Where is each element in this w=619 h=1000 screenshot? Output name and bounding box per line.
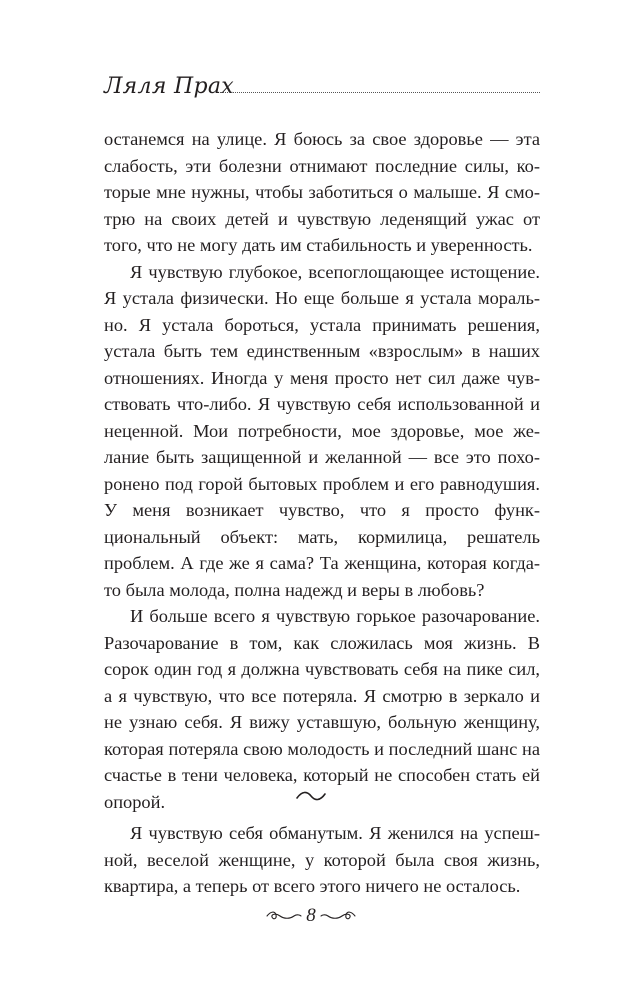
- paragraph: останемся на улице. Я боюсь за свое здоровье — эта слабость, эти болезни отнимают последние силы, которые мне нужны, чтобы заботиться о малыше. Я смотрю на своих детей и чувствую леденящий ужас от того, что не могу дать им стабильность и уверенность.: [104, 129, 540, 255]
- paragraph: И больше всего я чувствую горькое разочарование. Разочарование в том, как сложилась моя жизнь. В сорок один год я должна чувствовать себя на пике сил, а я чувствую, что все потеряла. Я смотрю в зеркало и не узнаю себя. Я вижу уставшую, больную женщину, которая потеряла свою молодость и последний шанс на счастье в тени человека, который не способен стать ей опорой.: [104, 606, 540, 812]
- folio-flourish-right-icon: [320, 910, 356, 922]
- paragraph: Я чувствую себя обманутым. Я женился на успешной, веселой женщине, у которой была своя жизнь, квартира, а теперь от всего этого ничего не осталось.: [104, 823, 540, 896]
- page-number: 8: [306, 905, 316, 926]
- body-text-section-2: [104, 820, 540, 900]
- section-break-ornament: [295, 788, 327, 804]
- paragraph: Я чувствую глубокое, всепоглощающее истощение. Я устала физически. Но еще больше я устала морально. Я устала бороться, устала принимать решения, устала быть тем единственным «взрослым» в наших отношениях. Иногда у меня просто нет сил даже чувствовать что-либо. Я чувствую себя использованной и неценной. Мои потребности, мое здоровье, мое желание быть защищенной и желанной — все это похоронено под горой бытовых проблем и его равнодушия. У меня возникает чувство, что я просто функциональный объект: мать, кормилица, решатель проблем. А где же я сама? Та женщина, которая когда-то была молода, полна надежд и веры в любовь?: [104, 261, 540, 600]
- body-text: [104, 126, 540, 815]
- running-head: [104, 74, 540, 104]
- author-name: Ляля Прах: [104, 74, 234, 99]
- page-folio: [266, 905, 356, 927]
- running-head-leader-dots: [220, 92, 540, 93]
